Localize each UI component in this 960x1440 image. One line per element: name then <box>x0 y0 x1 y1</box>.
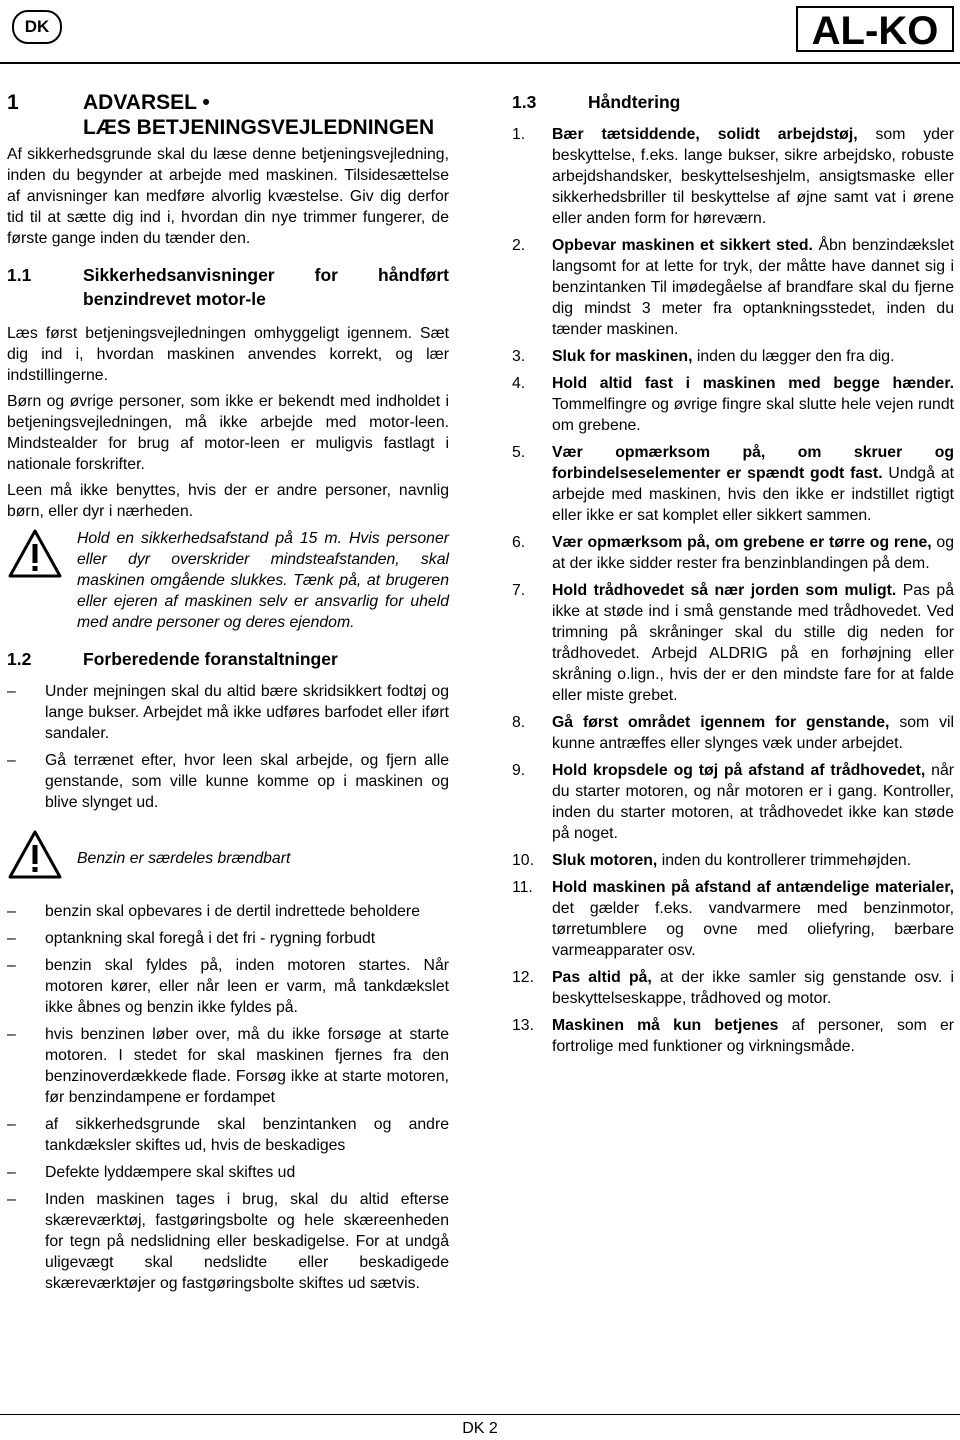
item-number: 5. <box>512 444 526 461</box>
section-1-1-para-1: Læs først betjeningsvejledningen omhyggeligt igennem. Sæt dig ind i, hvordan maskinen anvendes korrekt, og lær indstillingerne. <box>7 325 449 384</box>
item-lead: Pas altid på, <box>552 969 652 986</box>
item-lead: Sluk for maskinen, <box>552 348 693 365</box>
section-1-heading <box>7 90 449 140</box>
item-number: 1. <box>512 126 526 143</box>
list-item <box>512 442 954 526</box>
item-lead: Vær opmærksom på, om grebene er tørre og rene, <box>552 534 932 551</box>
list-item-text: Under mejningen skal du altid bære skridsikkert fodtøj og lange bukser. Arbejdet må ikke udføres barfodet eller iført sandaler. <box>45 683 449 742</box>
item-text: som yder beskyttelse, f.eks. lange bukser, sikre arbejdsko, robuste arbejdshandsker, beskyttelseshjelm, ansigtsmaske eller sikkerhedsbriller til beskyttelse af øjne samt vat i ørene eller anden form for høreværn. <box>552 126 954 227</box>
item-text: Åbn benzindækslet langsomt for at lette for tryk, der måtte have dannet sig i benzintanken Til imødegåelse af brandfare skal du fjerne dig mindst 3 meter fra optankningsstedet, inden du tænder maskinen. <box>552 237 954 338</box>
item-lead: Hold maskinen på afstand af antændelige materialer, <box>552 879 954 896</box>
section-1-1-para-2: Børn og øvrige personer, som ikke er bekendt med indholdet i betjeningsvejledningen, må ikke arbejde med motor-leen. Mindstealder for brug af motor-leen er muligvis fastlagt i nationale forskrifter. <box>7 393 449 473</box>
dash-bullet: – <box>7 752 16 769</box>
handling-list <box>512 124 954 1057</box>
item-text: når du starter motoren, og når motoren er i gang. Kontroller, inden du starter motoren, at trådhovedet ikke kan støde på noget. <box>552 762 954 842</box>
item-lead: Bær tætsiddende, solidt arbejdstøj, <box>552 126 858 143</box>
list-item <box>7 1024 449 1108</box>
item-number: 10. <box>512 852 534 869</box>
item-text: Undgå at arbejde med maskinen, hvis den ikke er indstillet rigtigt eller ikke er sat komplet eller sikkert sammen. <box>552 465 954 524</box>
section-1-2-heading <box>7 647 449 671</box>
section-1-3-number: 1.3 <box>512 92 537 112</box>
list-item-text: Inden maskinen tages i brug, skal du altid efterse skæreværktøj, fastgøringsbolte og hele skæreenheden for tegn på nedslidning eller beskadigelse. For at undgå uligevægt skal nedslidte eller beskadigede skæreværktøjer og fastgøringsbolte skiftes ud sætvis. <box>45 1191 449 1292</box>
item-lead: Hold trådhovedet så nær jorden som muligt. <box>552 582 897 599</box>
page-header <box>0 0 960 64</box>
section-1-title-line2: LÆS BETJENINGSVEJLEDNINGEN <box>83 116 435 139</box>
item-text: af personer, som er fortrolige med funktioner og virkningsmåde. <box>552 1017 954 1055</box>
list-item <box>512 235 954 340</box>
section-1-intro: Af sikkerhedsgrunde skal du læse denne betjeningsvejledning, inden du begynder at arbejde med maskinen. Tilsidesættelse af anvisninger kan medføre alvorlig kvæstelse. Giv dig derfor tid til at sætte dig ind i, hvordan din nye trimmer fungerer, de første gange inden du tænder den. <box>7 146 449 247</box>
list-item-text: Defekte lyddæmpere skal skiftes ud <box>45 1164 296 1181</box>
item-lead: Sluk motoren, <box>552 852 658 869</box>
section-1-1-heading <box>7 263 449 311</box>
section-1-number: 1 <box>7 91 19 114</box>
list-item <box>512 346 954 367</box>
dash-bullet: – <box>7 683 16 700</box>
preparation-list <box>7 681 449 813</box>
item-lead: Hold kropsdele og tøj på afstand af trådhovedet, <box>552 762 926 779</box>
item-text: at der ikke samler sig genstande osv. i beskyttelseskappe, trådhoved og motor. <box>552 969 954 1007</box>
right-column <box>512 90 954 1063</box>
dash-bullet: – <box>7 957 16 974</box>
alko-logo <box>796 6 954 52</box>
item-lead: Maskinen må kun betjenes <box>552 1017 779 1034</box>
list-item <box>7 750 449 813</box>
section-1-title-line1: ADVARSEL • <box>83 91 210 114</box>
list-item-text: hvis benzinen løber over, må du ikke forsøge at starte motoren. I stedet for skal maskinen fjernes fra den benzinoverdækkede flade. Forsøg ikke at starte motoren, før benzindampene er fordampet <box>45 1026 449 1106</box>
item-text: som vil kunne antræffes eller slynges væk under arbejdet. <box>552 714 954 752</box>
list-item <box>512 712 954 754</box>
item-lead: Hold altid fast i maskinen med begge hænder. <box>552 375 954 392</box>
dash-bullet: – <box>7 903 16 920</box>
item-lead: Gå først området igennem for genstande, <box>552 714 890 731</box>
list-item <box>512 124 954 229</box>
list-item-text: af sikkerhedsgrunde skal benzintanken og andre tankdæksler skiftes ud, hvis de beskadiges <box>45 1116 449 1154</box>
item-text: og at der ikke sidder rester fra benzinblandingen på dem. <box>552 534 954 572</box>
list-item <box>512 967 954 1009</box>
dash-bullet: – <box>7 1116 16 1133</box>
section-1-2-number: 1.2 <box>7 649 32 669</box>
warning-triangle-icon <box>7 528 77 633</box>
section-1-3-heading <box>512 90 954 114</box>
dash-bullet: – <box>7 1191 16 1208</box>
item-text: Tommelfingre og øvrige fingre skal slutte hele vejen rundt om grebene. <box>552 396 954 434</box>
section-1-3-title: Håndtering <box>588 92 681 112</box>
dash-bullet: – <box>7 930 16 947</box>
list-item-text: optankning skal foregå i det fri - rygning forbudt <box>45 930 376 947</box>
warning-triangle-icon <box>7 829 77 887</box>
list-item <box>512 1015 954 1057</box>
header-rule <box>0 62 960 64</box>
section-1-1-number: 1.1 <box>7 265 32 285</box>
fuel-safety-list <box>7 901 449 1294</box>
item-text: inden du lægger den fra dig. <box>692 348 895 365</box>
section-1-1-para-3: Leen må ikke benyttes, hvis der er andre personer, navnlig børn, eller dyr i nærheden. <box>7 482 449 520</box>
list-item <box>512 850 954 871</box>
list-item <box>7 928 449 949</box>
language-badge: DK <box>12 10 62 44</box>
item-number: 12. <box>512 969 534 986</box>
left-column <box>7 90 449 1300</box>
list-item <box>7 955 449 1018</box>
item-lead: Vær opmærksom på, om skruer og forbindelseselementer er spændt godt fast. <box>552 444 954 482</box>
list-item <box>7 901 449 922</box>
list-item <box>512 580 954 706</box>
list-item <box>512 532 954 574</box>
item-number: 7. <box>512 582 526 599</box>
list-item <box>512 760 954 844</box>
item-number: 13. <box>512 1017 534 1034</box>
safety-distance-warning-text: Hold en sikkerhedsafstand på 15 m. Hvis personer eller dyr overskrider mindsteafstanden, skal maskinen omgående slukkes. Tænk på, at brugeren eller ejeren af maskinen selv er ansvarlig for uheld med andre personer og deres ejendom. <box>77 530 449 631</box>
item-text: inden du kontrollerer trimmehøjden. <box>657 852 912 869</box>
list-item <box>7 1189 449 1294</box>
item-number: 8. <box>512 714 526 731</box>
list-item-text: Gå terrænet efter, hvor leen skal arbejde, og fjern alle genstande, som ville kunne komme op i maskinen og blive slynget ud. <box>45 752 449 811</box>
item-lead: Opbevar maskinen et sikkert sted. <box>552 237 813 254</box>
section-1-2-title: Forberedende foranstaltninger <box>83 649 338 669</box>
item-text: Pas på ikke at støde ind i små genstande med trådhovedet. Ved trimning på skråninger skal du stille dig neden for trådhovedet. Arbejd ALDRIG på en forhøjning eller skråning o.lign., hvis der er den mindste fare for at falde eller miste grebet. <box>552 582 954 704</box>
footer-rule <box>0 1414 960 1415</box>
item-number: 4. <box>512 375 526 392</box>
dash-bullet: – <box>7 1026 16 1043</box>
list-item <box>7 681 449 744</box>
list-item <box>512 877 954 961</box>
item-number: 9. <box>512 762 526 779</box>
fuel-warning-text: Benzin er særdeles brændbart <box>77 849 291 867</box>
item-number: 11. <box>512 879 533 896</box>
list-item <box>512 373 954 436</box>
list-item-text: benzin skal fyldes på, inden motoren startes. Når motoren kører, eller når leen er varm, må tankdækslet ikke åbnes og benzin ikke fyldes på. <box>45 957 449 1016</box>
fuel-warning <box>7 829 449 887</box>
item-number: 2. <box>512 237 526 254</box>
list-item-text: benzin skal opbevares i de dertil indrettede beholdere <box>45 903 420 920</box>
item-number: 3. <box>512 348 526 365</box>
list-item <box>7 1162 449 1183</box>
section-1-1-title: Sikkerhedsanvisninger for håndført benzindrevet motor-le <box>83 265 449 309</box>
safety-distance-warning <box>7 528 449 633</box>
page-number: DK 2 <box>462 1420 498 1437</box>
item-text: det gælder f.eks. vandvarmere med benzinmotor, tørretumblere og ovne med oliefyring, bærbare varmeapparater osv. <box>552 900 954 959</box>
item-number: 6. <box>512 534 526 551</box>
list-item <box>7 1114 449 1156</box>
alko-logo-text: AL-KO <box>811 9 939 52</box>
dash-bullet: – <box>7 1164 16 1181</box>
